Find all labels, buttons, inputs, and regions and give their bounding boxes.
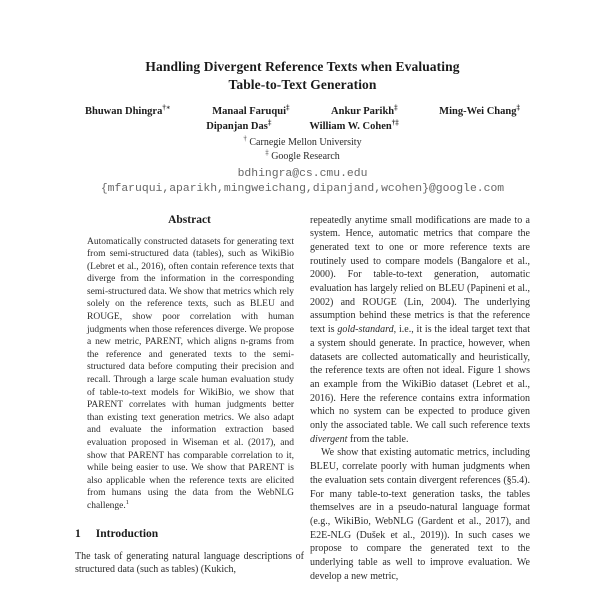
- body-paragraph-1: [310, 214, 530, 447]
- authors-row-2: [75, 118, 530, 132]
- intro-paragraph: [75, 550, 304, 578]
- author-name-text: Ankur Parikh: [331, 106, 395, 117]
- section-heading-introduction: [75, 528, 304, 540]
- author-name-text: Bhuwan Dhingra: [85, 106, 163, 117]
- email-line: bdhingra@cs.cmu.edu: [237, 167, 368, 180]
- affiliation-marker: ‡: [265, 148, 269, 157]
- affiliation-line: [75, 150, 530, 164]
- affiliation-name: Carnegie Mellon University: [246, 136, 362, 148]
- author-name: [439, 103, 520, 117]
- text-segment: repeatedly anytime small modifications are made to a system. Hence, automatic metrics that compare the generated text to one or more reference texts are routinely used to compare models (Bangalore et al., 2000). For table-to-text generation, automatic evaluation has largely relied on BLEU (Papineni et al., 2002) and ROUGE (Lin, 2004). The underlying assumption behind these metrics is that the reference text is: [310, 214, 530, 336]
- footnote-marker: 1: [125, 498, 130, 506]
- author-name: [206, 118, 272, 132]
- text-segment: divergent: [310, 433, 348, 445]
- column-right: [310, 214, 530, 584]
- text-segment: We show that existing automatic metrics, including BLEU, correlate poorly with human judgments when the evaluation sets contain divergent references (§5.4). For many table-to-text generation tasks, the tables themselves are in a pseudo-natural language format (e.g., WikiBio, WebNLG (Gardent et al., 2017), and E2E-NLG (Dušek et al., 2019)). In such cases we propose to compare the generated text to the underlying table as well to improve evaluation. We develop a new metric,: [310, 447, 530, 582]
- author-affiliation-marker: ‡: [267, 118, 272, 126]
- author-block: [75, 103, 530, 132]
- author-affiliation-marker: †∗: [162, 103, 171, 112]
- text-segment: , i.e., it is the ideal target text that a system should generate. In practice, however, when datasets are collected automatically and heuristically, the reference texts are often not ideal. Figure 1 shows an example from the WikiBio dataset (Lebret et al., 2016). Here the reference contains extra information which no system can be expected to produce given only the associated table. We call such reference texts: [310, 324, 530, 432]
- text-segment: from the table.: [347, 433, 409, 445]
- author-affiliation-marker: ‡: [394, 103, 398, 112]
- author-name: [85, 103, 171, 117]
- author-name-text: Ming-Wei Chang: [439, 106, 517, 117]
- affiliation-marker: †: [243, 134, 247, 143]
- author-name: [331, 103, 398, 117]
- text-segment: Automatically constructed datasets for generating text from semi-structured data (tables), such as WikiBio (Lebret et al., 2016), often contain reference texts that diverge from the information in the corresponding semi-structured data. We show that metrics which rely solely on the reference texts, such as BLEU and ROUGE, show poor correlation with human judgments when those references diverge. We propose a new metric, PARENT, which aligns n-grams from the reference and generated texts to the semi-structured data before computing their precision and recall. Through a large scale human evaluation study of table-to-text models for WikiBio, we show that PARENT correlates with human judgments better than existing text generation metrics. We also adapt and evaluate the information extraction based evaluation proposed in Wiseman et al. (2017), and show that PARENT has comparable correlation to it, while being easier to use. We show that PARENT is also applicable when the reference texts are elicited from humans using the data from the WebNLG challenge.: [87, 236, 294, 511]
- body-paragraph-2: [310, 446, 530, 583]
- paper-title-line-2: Table-to-Text Generation: [228, 76, 377, 92]
- abstract-heading: Abstract: [168, 213, 211, 226]
- affiliation-name: Google Research: [268, 150, 340, 162]
- author-affiliation-marker: ‡: [286, 103, 290, 112]
- section-number: 1: [75, 527, 81, 540]
- text-segment: gold-standard: [337, 324, 394, 336]
- author-name-text: William W. Cohen: [309, 120, 392, 132]
- author-name: [212, 103, 290, 117]
- two-column-body: [75, 214, 530, 584]
- paper-title: [75, 58, 530, 93]
- author-affiliation-marker: ‡: [516, 103, 520, 112]
- author-affiliation-marker: †‡: [391, 118, 399, 126]
- section-title: Introduction: [95, 527, 159, 540]
- affiliation-line: [75, 136, 530, 150]
- paper-title-line-1: Handling Divergent Reference Texts when Evaluating: [145, 59, 460, 74]
- column-left: [75, 214, 304, 584]
- author-name-text: Dipanjan Das: [206, 120, 268, 132]
- email-line: {mfaruqui,aparikh,mingweichang,dipanjand,wcohen}@google.com: [100, 183, 505, 195]
- text-segment: The task of generating natural language descriptions of structured data (such as tables) (Kukich,: [75, 550, 304, 576]
- email-block: [75, 167, 530, 198]
- affiliation-block: [75, 136, 530, 164]
- authors-row-1: [75, 103, 530, 117]
- author-name: [309, 118, 399, 132]
- abstract-text: [87, 236, 294, 513]
- author-name-text: Manaal Faruqui: [212, 106, 286, 117]
